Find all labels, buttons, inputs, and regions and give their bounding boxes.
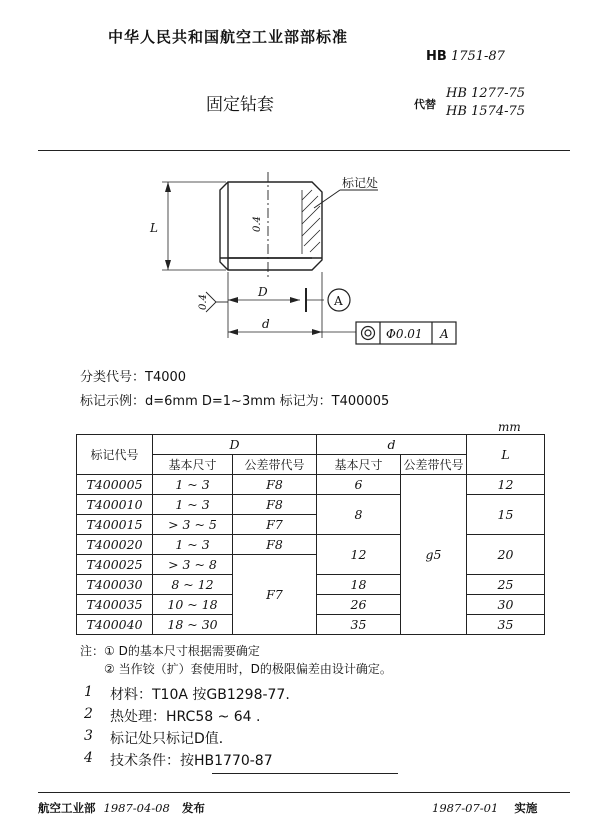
dim-D-label: D: [258, 285, 268, 299]
req-text-2: 热处理：HRC58 ~ 64 .: [110, 709, 261, 725]
req-num-3: 3: [84, 728, 93, 744]
replaces-code-2: HB 1574-75: [446, 104, 526, 119]
table-row: T400020 1 ~ 3 F8 12 20: [77, 535, 545, 555]
head-D-basic: 基本尺寸: [153, 455, 233, 475]
head-D-tol: 公差带代号: [233, 455, 317, 475]
footer-implementation: 1987-07-01 实施: [432, 801, 538, 815]
head-d-tol: 公差带代号: [401, 455, 467, 475]
table-row: T400015 > 3 ~ 5 F7: [77, 515, 545, 535]
class-code: 分类代号：T4000: [80, 370, 187, 385]
req-text-4: 技术条件：按HB1770-87: [110, 753, 273, 769]
table-row: T400005 1 ~ 3 F8 6 g5 12: [77, 475, 545, 495]
replaces-label: 代替: [414, 98, 436, 111]
req-num-1: 1: [84, 684, 93, 700]
spec-table: [76, 434, 545, 635]
part-name: 固定钻套: [206, 95, 274, 115]
req-text-1: 材料：T10A 按GB1298-77.: [110, 687, 290, 703]
head-L: L: [467, 435, 545, 475]
head-code: 标记代号: [77, 435, 153, 475]
table-row: T400010 1 ~ 3 F8 8 15: [77, 495, 545, 515]
d-tolerance: g5: [401, 475, 467, 635]
standard-title: 中华人民共和国航空工业部部标准: [108, 28, 349, 46]
footer-issue: 航空工业部 1987-04-08 发布: [38, 801, 205, 815]
standard-code: HB 1751-87: [426, 49, 505, 64]
req-text-3: 标记处只标记D值．: [110, 731, 233, 747]
roughness-value-2: 0.4: [198, 294, 209, 310]
head-d: d: [317, 435, 467, 455]
table-row: T400025 > 3 ~ 8 F7: [77, 555, 545, 575]
unit-label: mm: [498, 420, 521, 434]
head-d-basic: 基本尺寸: [317, 455, 401, 475]
tolerance-datum: A: [440, 327, 449, 341]
datum-a-label: A: [334, 294, 343, 308]
bushing-drawing: [0, 160, 600, 360]
table-row: T400035 10 ~ 18 26 30: [77, 595, 545, 615]
table-row: T400040 18 ~ 30 35 35: [77, 615, 545, 635]
end-rule: [212, 773, 398, 774]
table-row: T400030 8 ~ 12 18 25: [77, 575, 545, 595]
dim-d-label: d: [262, 317, 270, 331]
req-num-2: 2: [84, 706, 93, 722]
tolerance-value: Φ0.01: [386, 327, 423, 341]
replaces-code-1: HB 1277-75: [446, 86, 526, 101]
note-1: ① D的基本尺寸根据需要确定: [104, 644, 260, 658]
marking-label: 标记处: [342, 176, 379, 190]
dim-L-label: L: [150, 221, 158, 235]
head-D: D: [153, 435, 317, 455]
note-2: ② 当作铰（扩）套使用时，D的极限偏差由设计确定。: [104, 662, 392, 676]
notes-title: 注：: [80, 644, 105, 658]
roughness-value-1: 0.4: [252, 216, 263, 232]
req-num-4: 4: [84, 750, 93, 766]
footer-rule: [38, 792, 570, 793]
header-rule: [38, 150, 570, 151]
marking-example: 标记示例：d=6mm D=1~3mm 标记为：T400005: [80, 394, 390, 409]
